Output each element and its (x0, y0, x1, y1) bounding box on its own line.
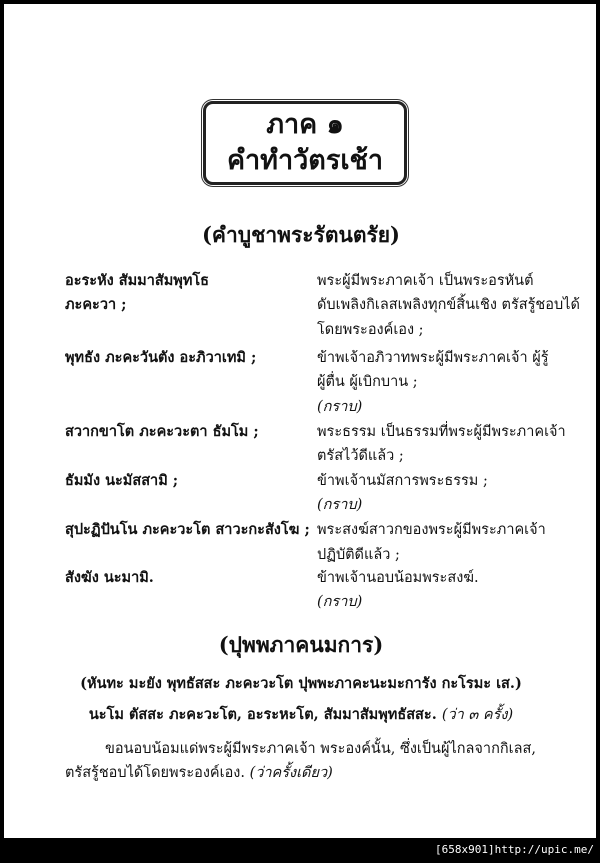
section1-heading: (คำบูชาพระรัตนตรัย) (202, 222, 400, 247)
prostrate-note: (กราบ) (317, 497, 363, 513)
document-page (3, 3, 597, 839)
section2-heading: (ปุพพภาคนมการ) (218, 632, 384, 657)
thai-line: ผู้ตื่น ผู้เบิกบาน ; (317, 374, 418, 390)
thai-line: ข้าพเจ้าอภิวาทพระผู้มีพระภาคเจ้า ผู้รู้ (317, 350, 549, 366)
prostrate-note: (กราบ) (317, 399, 363, 415)
pali-line: พุทธัง ภะคะวันตัง อะภิวาเทมิ ; (65, 349, 257, 366)
title-box (203, 101, 407, 185)
pali-line: สุปะฏิปันโน ภะคะวะโต สาวะกะสังโฆ ; (65, 521, 310, 538)
translation-line-1: ขอนอบน้อมแด่พระผู้มีพระภาคเจ้า พระองค์นั้น, ซึ่งเป็นผู้ไกลจากกิเลส, (105, 741, 536, 757)
thai-line: โดยพระองค์เอง ; (317, 322, 424, 338)
pali-line: อะระหัง สัมมาสัมพุทโธ (65, 272, 210, 289)
thai-line: ข้าพเจ้านมัสการพระธรรม ; (317, 473, 488, 489)
part-title: ภาค ๑ (266, 109, 344, 140)
verse-line (4, 703, 598, 726)
thai-line: พระธรรม เป็นธรรมที่พระผู้มีพระภาคเจ้า (317, 424, 566, 440)
pali-line: ภะคะวา ; (65, 296, 127, 313)
pali-line: ธัมมัง นะมัสสามิ ; (65, 472, 179, 489)
thai-line: ตรัสไว้ดีแล้ว ; (317, 448, 404, 464)
translation-text: ตรัสรู้ชอบได้โดยพระองค์เอง. (65, 765, 245, 781)
prostrate-note: (กราบ) (317, 594, 363, 610)
verse-note: (ว่า ๓ ครั้ง) (441, 707, 514, 723)
thai-line: พระสงฆ์สาวกของพระผู้มีพระภาคเจ้า (317, 522, 546, 538)
thai-line: ข้าพเจ้านอบน้อมพระสงฆ์. (317, 570, 479, 586)
translation-note: (ว่าครั้งเดียว) (249, 765, 333, 781)
thai-line: ปฏิบัติดีแล้ว ; (317, 547, 400, 563)
image-host-footer: [658x901]http://upic.me/ (435, 843, 594, 856)
thai-line: ดับเพลิงกิเลสเพลิงทุกข์สิ้นเชิง ตรัสรู้ชอบได้ (317, 297, 580, 313)
chapter-title: คำทำวัตรเช้า (226, 145, 384, 176)
invitation-line: (หันทะ มะยัง พุทธัสสะ ภะคะวะโต ปุพพะภาคะนะมะการัง กะโรมะ เส.) (80, 675, 522, 692)
translation-line-2 (65, 761, 333, 784)
verse-text: นะโม ตัสสะ ภะคะวะโต, อะระหะโต, สัมมาสัมพุทธัสสะ. (88, 706, 437, 723)
pali-line: สวากขาโต ภะคะวะตา ธัมโม ; (65, 423, 259, 440)
pali-line: สังฆัง นะมามิ. (65, 569, 154, 586)
thai-line: พระผู้มีพระภาคเจ้า เป็นพระอรหันต์ (317, 273, 534, 289)
